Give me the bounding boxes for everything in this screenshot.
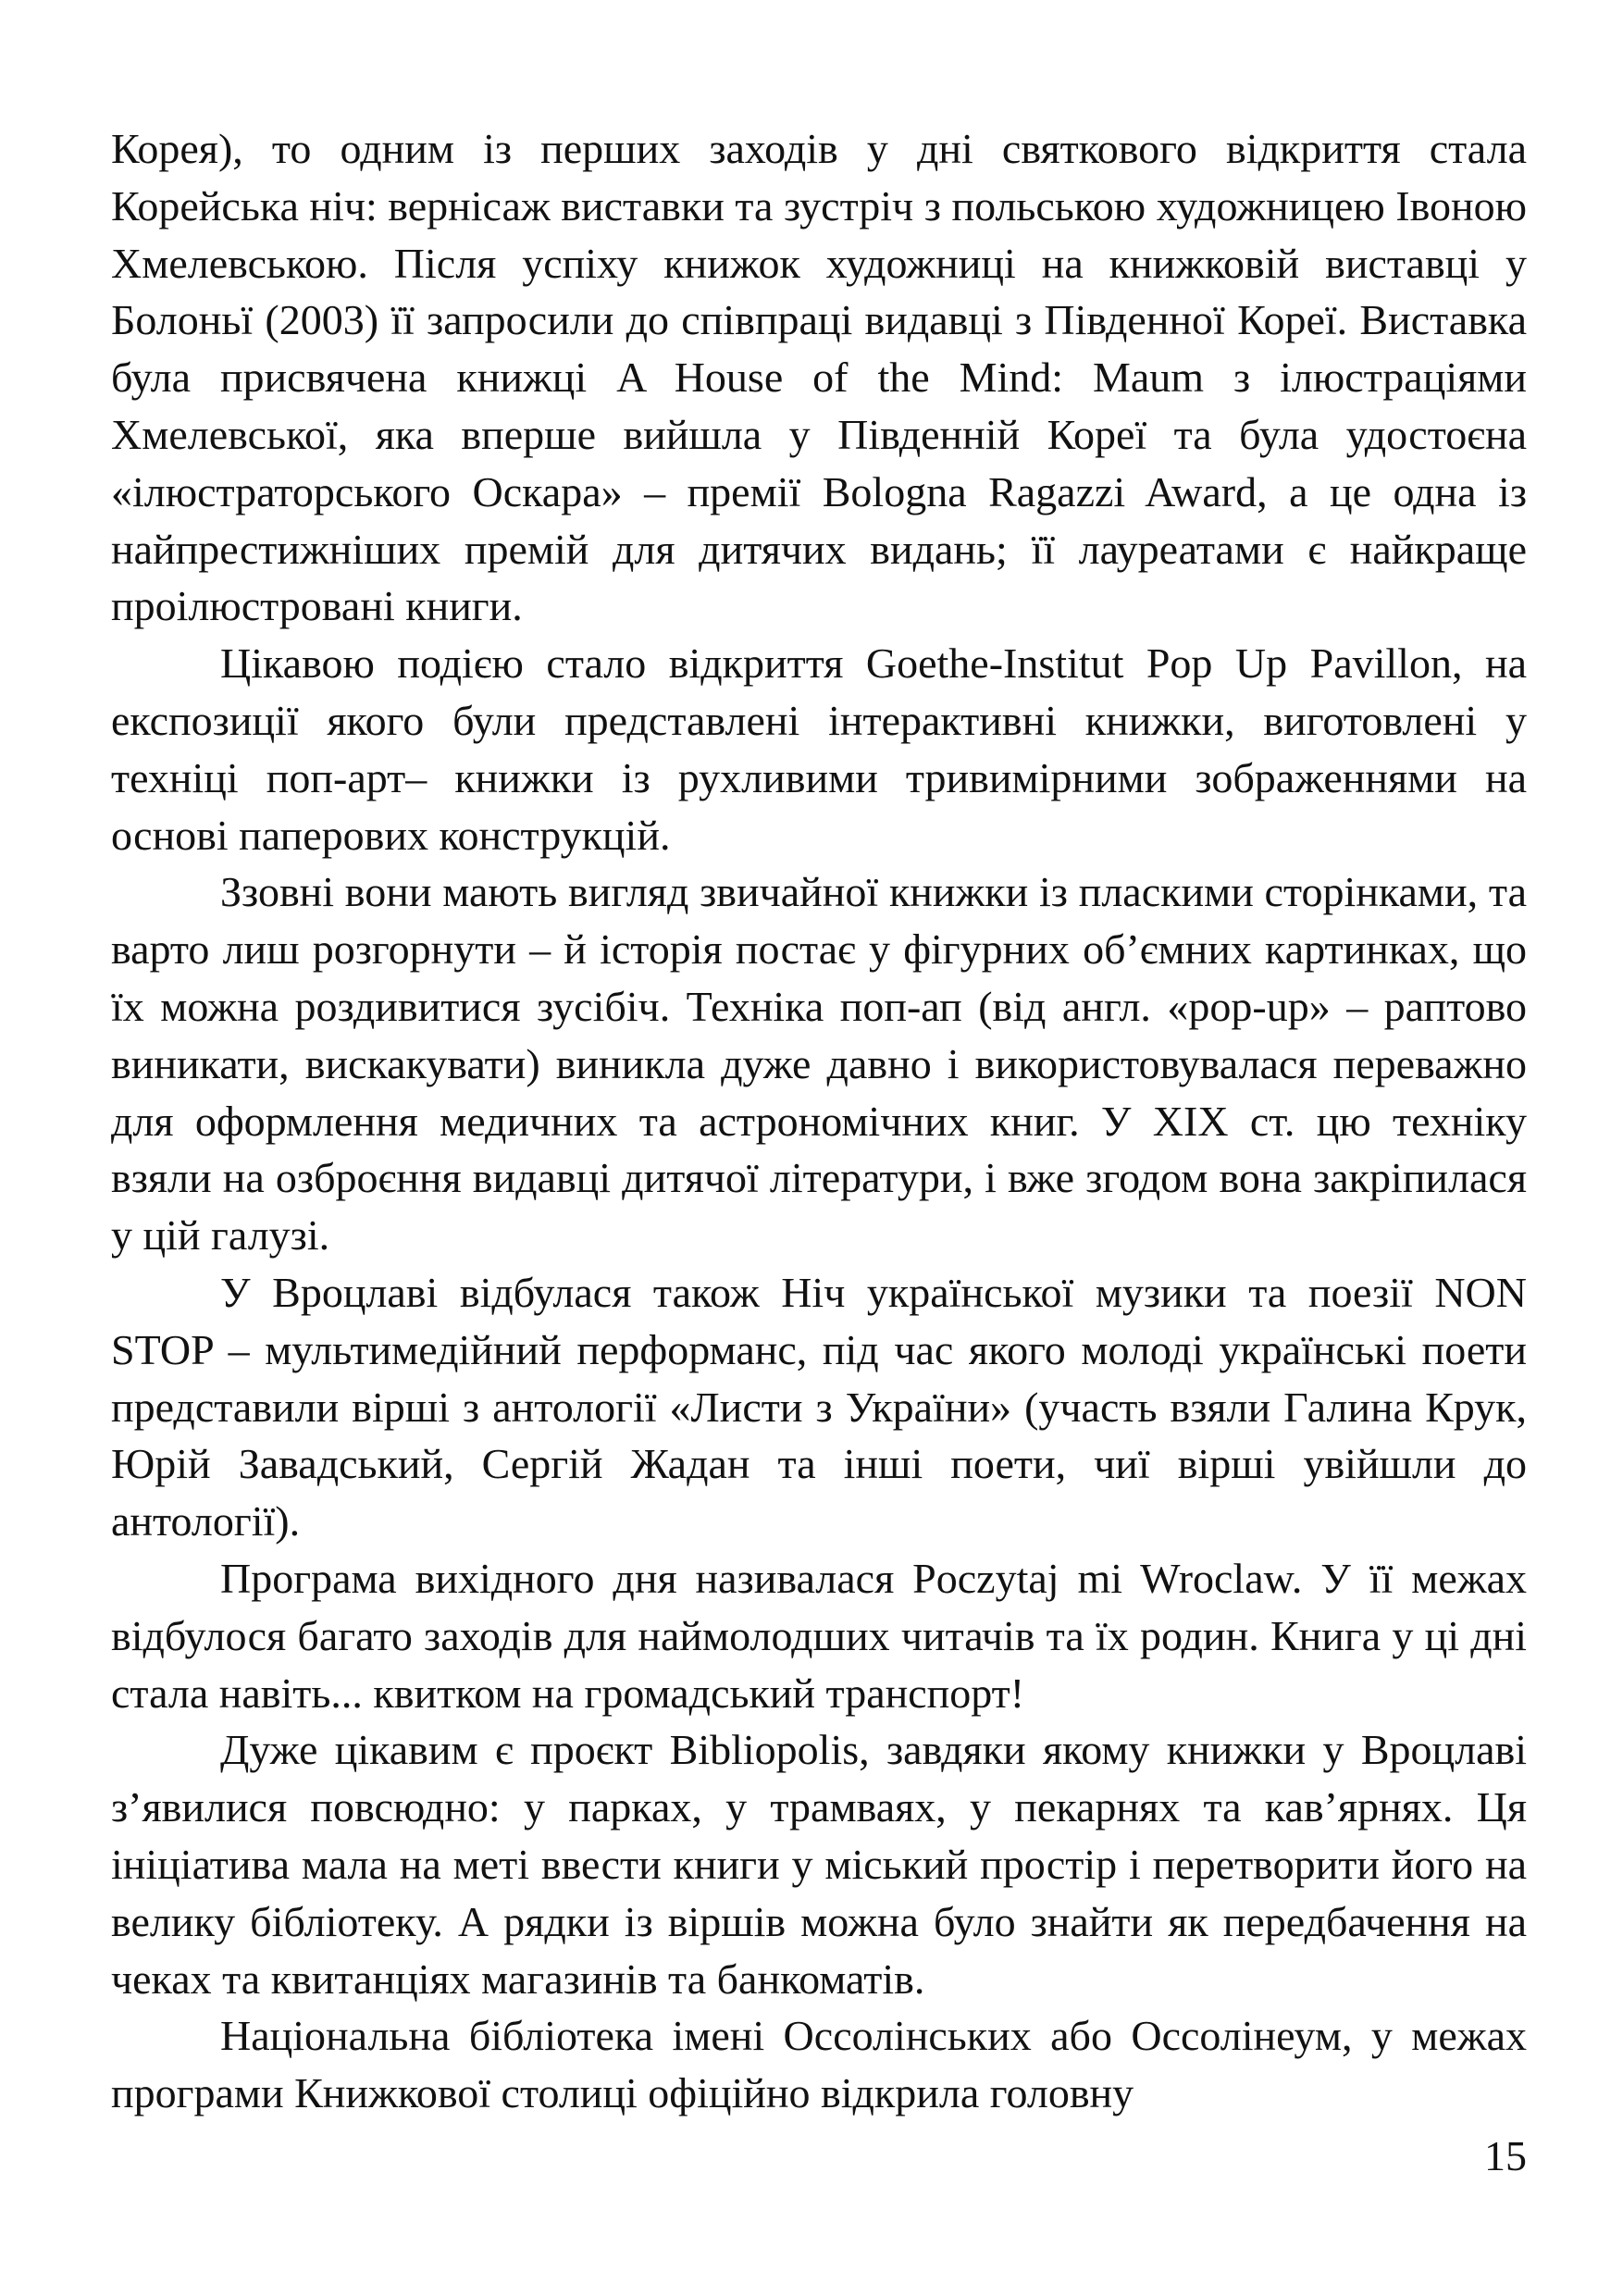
paragraph-7: Національна бібліотека імені Оссолінських або Оссолінеум, у межах програми Книжкової столиці офіційно відкрила головну xyxy=(111,2012,1527,2117)
page-number: 15 xyxy=(1484,2132,1527,2179)
page-body xyxy=(111,120,1527,2122)
paragraph-5: Програма вихідного дня називалася Poczytaj mi Wroclaw. У її межах відбулося багато заходів для наймолодших читачів та їх родин. Книга у ці дні стала навіть... квитком на громадський транспорт! xyxy=(111,1554,1527,1717)
paragraph-6: Дуже цікавим є проєкт Bibliopolis, завдяки якому книжки у Вроцлаві з’явилися повсюдно: у парках, у трамваях, у пекарнях та кав’ярнях. Ця ініціатива мала на меті ввести книги у міський простір і перетворити його на велику бібліотеку. А рядки із віршів можна було знайти як передбачення на чеках та квитанціях магазинів та банкоматів. xyxy=(111,1726,1527,2003)
paragraph-1: Корея), то одним із перших заходів у дні святкового відкриття стала Корейська ніч: вернісаж виставки та зустріч з польською художницею Івоною Хмелевською. Після успіху книжок художниці на книжковій виставці у Болоньї (2003) її запросили до співпраці видавці з Південної Кореї. Виставка була присвячена книжці A House of the Mind: Maum з ілюстраціями Хмелевської, яка вперше вийшла у Південній Кореї та була удостоєна «ілюстраторського Оскара» – премії Bologna Ragazzi Award, а це одна із найпрестижніших премій для дитячих видань; її лауреатами є найкраще проілюстровані книги. xyxy=(111,125,1527,630)
paragraph-2: Цікавою подією стало відкриття Goethe-Institut Pop Up Pavillon, на експозиції якого були представлені інтерактивні книжки, виготовлені у техніці поп-арт– книжки із рухливими тривимірними зображеннями на основі паперових конструкцій. xyxy=(111,639,1527,859)
paragraph-4: У Вроцлаві відбулася також Ніч української музики та поезії NON STOP – мультимедійний перформанс, під час якого молоді українські поети представили вірші з антології «Листи з України» (участь взяли Галина Крук, Юрій Завадський, Сергій Жадан та інші поети, чиї вірші увійшли до антології). xyxy=(111,1268,1527,1545)
paragraph-3: Ззовні вони мають вигляд звичайної книжки із пласкими сторінками, та варто лиш розгорнути – й історія постає у фігурних об’ємних картинках, що їх можна роздивитися зусібіч. Техніка поп-ап (від англ. «pop-up» – раптово виникати, вискакувати) виникла дуже давно і використовувалася переважно для оформлення медичних та астрономічних книг. У ХІХ ст. цю техніку взяли на озброєння видавці дитячої літератури, і вже згодом вона закріпилася у цій галузі. xyxy=(111,868,1527,1260)
